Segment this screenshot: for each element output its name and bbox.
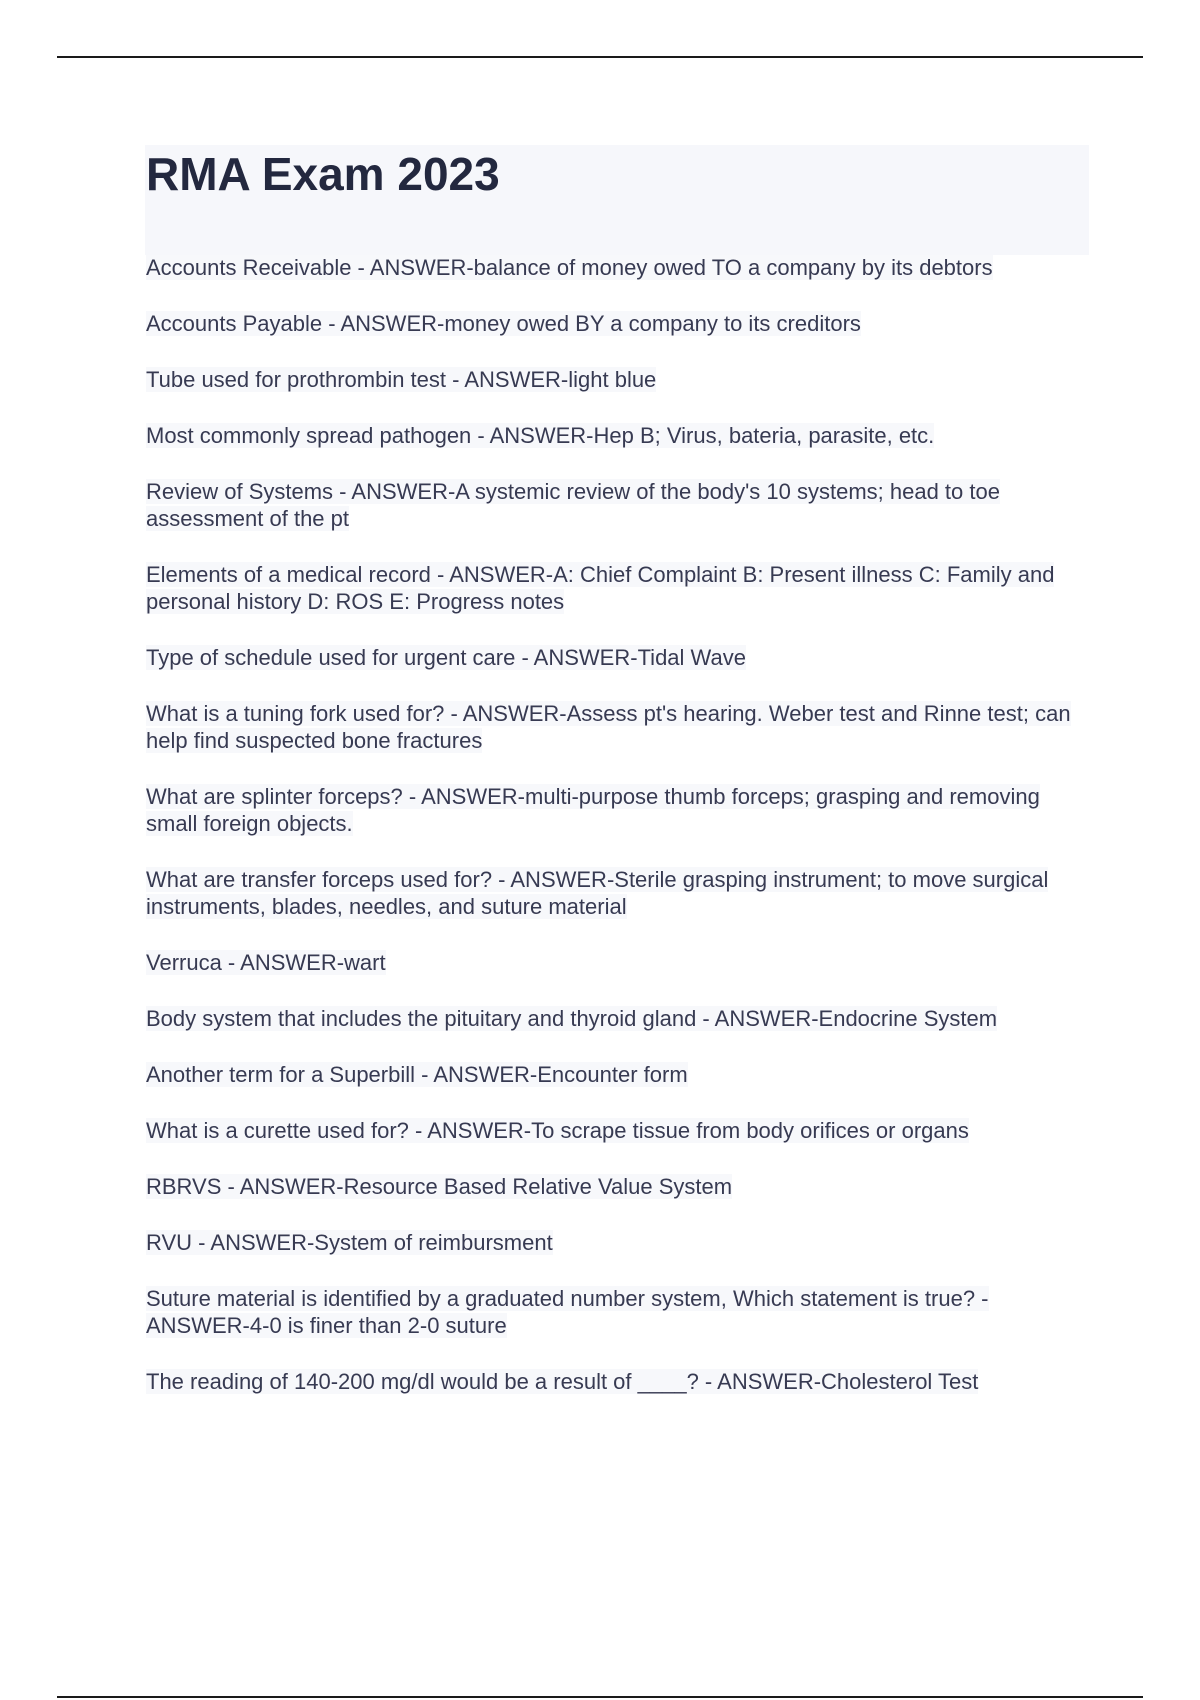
qa-item (146, 1285, 1096, 1339)
qa-item-text: Suture material is identified by a graduated number system, Which statement is true? - ANSWER-4-0 is finer than 2-0 suture (146, 1286, 989, 1338)
qa-item-text: What are splinter forceps? - ANSWER-multi-purpose thumb forceps; grasping and removing small foreign objects. (146, 784, 1040, 836)
qa-item-text: RBRVS - ANSWER-Resource Based Relative Value System (146, 1174, 733, 1199)
qa-item (146, 561, 1096, 615)
qa-item-text: Another term for a Superbill - ANSWER-Encounter form (146, 1062, 688, 1087)
qa-item (146, 949, 1096, 976)
qa-item (146, 783, 1096, 837)
qa-item-text: What is a tuning fork used for? - ANSWER-Assess pt's hearing. Weber test and Rinne test; can help find suspected bone fractures (146, 701, 1071, 753)
qa-item-text: The reading of 140-200 mg/dl would be a result of ____? - ANSWER-Cholesterol Test (146, 1369, 979, 1394)
qa-item (146, 1005, 1096, 1032)
qa-item (146, 644, 1096, 671)
qa-item (146, 254, 1096, 281)
qa-item-text: RVU - ANSWER-System of reimbursment (146, 1230, 553, 1255)
bottom-rule (57, 1696, 1143, 1698)
qa-item (146, 1117, 1096, 1144)
qa-item-text: Elements of a medical record - ANSWER-A: Chief Complaint B: Present illness C: Family and personal history D: ROS E: Progress notes (146, 562, 1055, 614)
qa-item-text: Review of Systems - ANSWER-A systemic review of the body's 10 systems; head to toe assessment of the pt (146, 479, 1000, 531)
qa-item (146, 310, 1096, 337)
qa-item (146, 866, 1096, 920)
qa-item (146, 1173, 1096, 1200)
qa-item-text: Tube used for prothrombin test - ANSWER-light blue (146, 367, 657, 392)
qa-item (146, 700, 1096, 754)
qa-item (146, 1229, 1096, 1256)
qa-item (146, 1368, 1096, 1395)
qa-item-text: Accounts Receivable - ANSWER-balance of money owed TO a company by its debtors (146, 255, 993, 280)
qa-item (146, 422, 1096, 449)
qa-item-text: Type of schedule used for urgent care - ANSWER-Tidal Wave (146, 645, 746, 670)
qa-list (146, 254, 1096, 1424)
qa-item-text: Most commonly spread pathogen - ANSWER-Hep B; Virus, bateria, parasite, etc. (146, 423, 935, 448)
top-rule (57, 56, 1143, 58)
document-title: RMA Exam 2023 (146, 148, 500, 200)
qa-item (146, 366, 1096, 393)
qa-item-text: Verruca - ANSWER-wart (146, 950, 386, 975)
qa-item (146, 1061, 1096, 1088)
qa-item (146, 478, 1096, 532)
qa-item-text: Body system that includes the pituitary and thyroid gland - ANSWER-Endocrine System (146, 1006, 998, 1031)
qa-item-text: Accounts Payable - ANSWER-money owed BY a company to its creditors (146, 311, 861, 336)
qa-item-text: What are transfer forceps used for? - ANSWER-Sterile grasping instrument; to move surgical instruments, blades, needles, and suture material (146, 867, 1049, 919)
qa-item-text: What is a curette used for? - ANSWER-To scrape tissue from body orifices or organs (146, 1118, 969, 1143)
